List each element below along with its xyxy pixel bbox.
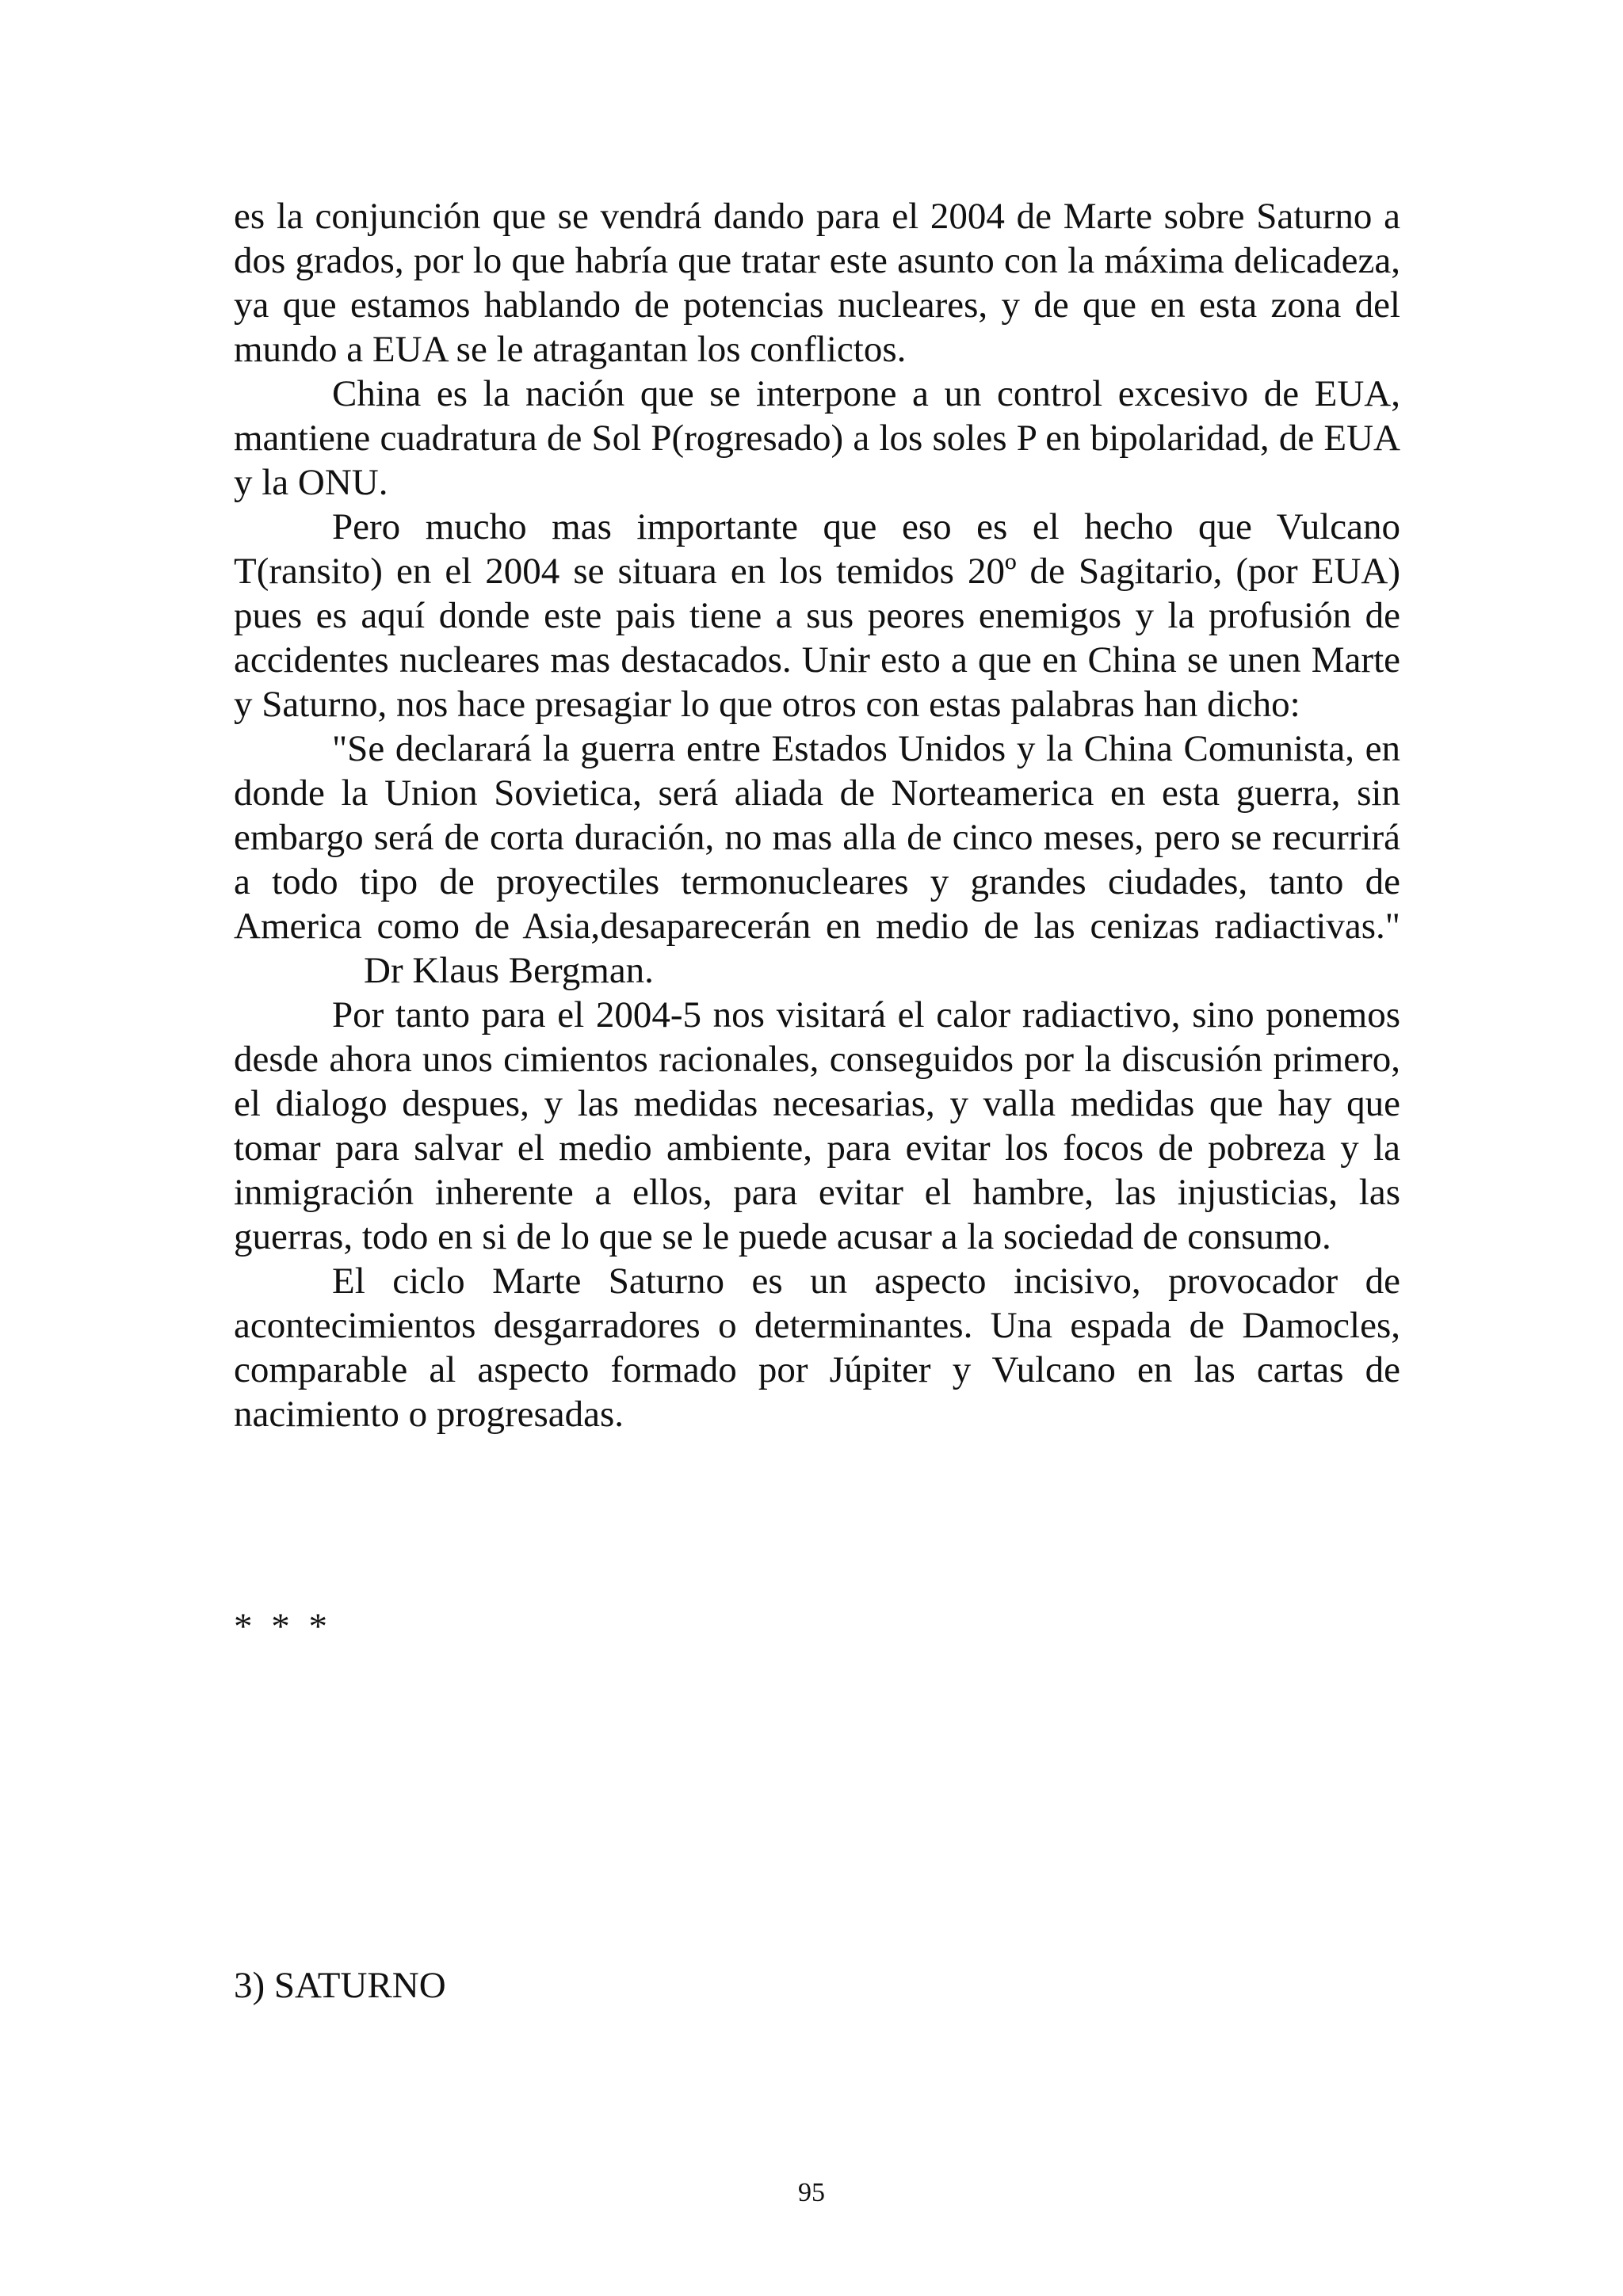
body-text [234, 194, 1400, 1436]
quote-paragraph [234, 727, 1400, 993]
section-heading: 3) SATURNO [234, 1965, 446, 2006]
quote-text: "Se declarará la guerra entre Estados Unidos y la China Comunista, en donde la Union Sovietica, será aliada de Norteamerica en esta guerra, sin embargo será de corta duración, no mas alla de cinco meses, pero se recurrirá a todo tipo de proyectiles termonucleares y grandes ciudades, tanto de America como de Asia,desaparecerán en medio de las cenizas radiactivas." [234, 728, 1400, 947]
paragraph-vulcano: Pero mucho mas importante que eso es el hecho que Vulcano T(ransito) en el 2004 se situara en los temidos 20º de Sagitario, (por EUA) pues es aquí donde este pais tiene a sus peores enemigos y la profusión de accidentes nucleares mas destacados. Unir esto a que en China se unen Marte y Saturno, nos hace presagiar lo que otros con estas palabras han dicho: [234, 506, 1400, 725]
paragraph-continuation: es la conjunción que se vendrá dando para el 2004 de Marte sobre Saturno a dos grados, por lo que habría que tratar este asunto con la máxima delicadeza, ya que estamos hablando de potencias nucleares, y de que en esta zona del mundo a EUA se le atragantan los conflictos. [234, 196, 1400, 370]
page-number: 95 [798, 2178, 825, 2207]
quote-author: Dr Klaus Bergman. [364, 950, 654, 991]
paragraph-calor-radiactivo: Por tanto para el 2004-5 nos visitará el calor radiactivo, sino ponemos desde ahora unos cimientos racionales, conseguidos por la discusión primero, el dialogo despues, y las medidas necesarias, y valla medidas que hay que tomar para salvar el medio ambiente, para evitar los focos de pobreza y la inmigración inherente a ellos, para evitar el hambre, las injusticias, las guerras, todo en si de lo que se le puede acusar a la sociedad de consumo. [234, 994, 1400, 1257]
section-separator: * * * [234, 1606, 332, 1647]
paragraph-ciclo-marte-saturno: El ciclo Marte Saturno es un aspecto incisivo, provocador de acontecimientos desgarradores o determinantes. Una espada de Damocles, comparable al aspecto formado por Júpiter y Vulcano en las cartas de nacimiento o progresadas. [234, 1261, 1400, 1435]
paragraph-china: China es la nación que se interpone a un control excesivo de EUA, mantiene cuadratura de Sol P(rogresado) a los soles P en bipolaridad, de EUA y la ONU. [234, 373, 1400, 503]
